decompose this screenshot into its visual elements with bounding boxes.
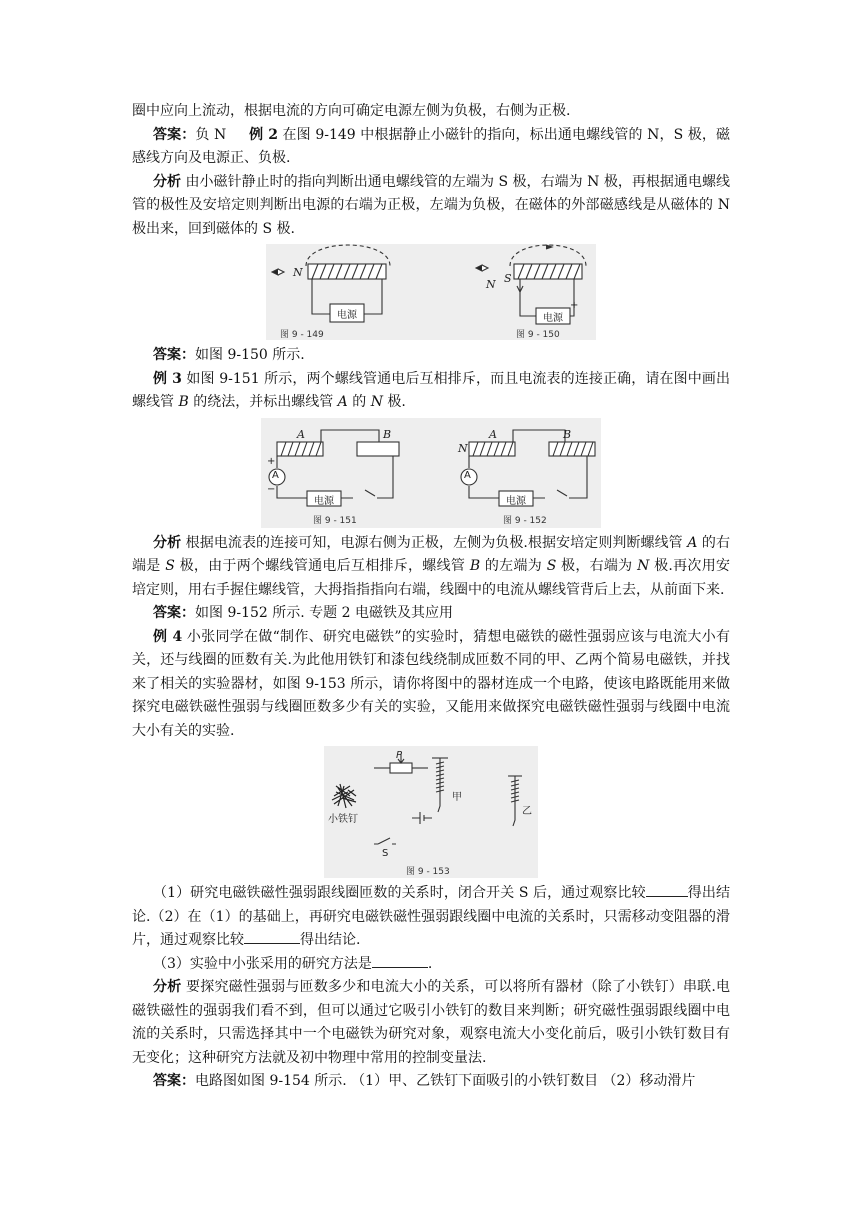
paragraph-answer-150 [132,344,730,368]
text-run: （1）研究电磁铁磁性强弱跟线圈匝数的关系时，闭合开关 S 后，通过观察比较 [153,885,646,901]
caption-9-152: 图 9 - 152 [503,515,547,526]
paragraph-analysis-3 [132,976,730,1070]
text-run: . [427,955,433,972]
text-run: 的左端为 [480,558,547,574]
answer-label: 答案： [153,347,195,363]
answer-label: 答案： [153,1073,195,1089]
answer-text: 负 N [195,126,227,143]
figure-9-151-152-drawing [261,418,601,528]
text-run: 极.再次用安培定则，用右手握住螺线管，大拇指指指向右端，线圈中的电流从螺线管背后上去，从前面下来. [132,558,730,598]
plus-sign: + [570,300,579,311]
coil-b-label: B [383,427,392,441]
text-run: （3）实验中小张采用的研究方法是 [153,955,372,972]
answer-text: 电路图如图 9-154 所示. （1）甲、乙铁钉下面吸引的小铁钉数目 （2）移动滑片 [195,1073,696,1089]
text-run: N [637,558,650,574]
analysis-label: 分析 [153,173,182,190]
paragraph-continuation: 圈中应向上流动，根据电流的方向可确定电源左侧为负极，右侧为正极. [132,103,571,119]
right-power-source: 电源 [543,313,563,324]
text-run: 的右端是 [132,534,731,574]
figure-9-149-150-drawing [266,244,596,340]
paragraph-analysis-2 [132,532,730,603]
example-text: 小张同学在做“制作、研究电磁铁”的实验时，猜想电磁铁的磁性强弱应该与电流大小有关，还与线圈的匝数有关.为此他用铁钉和漆包线绕制成匝数不同的甲、乙两个简易电磁铁，并找来了相关的实验器材，如图 9-153 所示，请你将图中的器材连成一个电路，使该电路既能用来做探究电磁铁磁性强弱与线圈匝数多少有关的实验，又能用来做探究电磁铁磁性强弱与线圈中电流大小有关的实验. [132,628,730,739]
nail-jia-label: 甲 [452,792,462,803]
analysis-label: 分析 [153,534,182,551]
caption-9-153: 图 9 - 153 [406,867,450,877]
example-label: 例 3 [153,370,182,387]
text-run: 根据电流表的连接可知，电源右侧为正极，左侧为负极.根据安培定则判断螺线管 [181,534,688,551]
text-run: 极. [382,394,406,410]
paragraph-answer-154 [132,1070,730,1094]
left-power-source: 电源 [337,310,357,321]
text-run: 得出结论. [300,932,361,948]
paragraph-question-1-2 [132,882,730,953]
answer-blank-2[interactable] [244,929,300,944]
analysis-text: 要探究磁性强弱与匝数多少和电流大小的关系，可以将所有器材（除了小铁钉）串联.电磁铁磁性的强弱我们看不到，但可以通过它吸引小铁钉的数目来判断；研究磁性强弱跟线圈中电流的关系时，只需选择其中一个电磁铁为研究对象，观察电流大小变化前后，吸引小铁钉数目有无变化；这种研究方法就及初中物理中常用的控制变量法. [132,979,731,1066]
figure-9-153 [324,746,538,878]
left-power-source: 电源 [314,495,334,507]
slider-p-label: P [396,750,403,761]
small-nails-label: 小铁钉 [328,814,358,825]
answer-text: 如图 9-150 所示. [195,347,305,363]
ammeter-label: A [272,469,279,481]
text-run: A [687,534,698,551]
minus-sign: − [267,483,276,495]
text-run: 极，由于两个螺线管通电后互相排斥，螺线管 [174,558,470,574]
caption-9-150: 图 9 - 150 [516,330,560,340]
answer-text: 如图 9-152 所示. 专题 2 电磁铁及其应用 [195,605,453,621]
text-run: 如图 9-151 所示，两个螺线管通电后互相排斥，而且电流表的连接正确，请在图中画出螺线管 [132,370,730,410]
figure-9-151-152 [261,418,601,528]
analysis-text: 由小磁针静止时的指向判断出通电螺线管的左端为 S 极，右端为 N 极，再根据通电螺线管的极性及安培定则判断出电源的右端为正极，左端为负极，在磁体的外部磁感线是从磁体的 N 极出来，回到磁体的 S 极. [132,173,730,237]
coil-a-label: A [489,427,497,441]
text-run: 的绕法，并标出螺线管 [188,394,338,410]
right-power-source: 电源 [506,495,526,507]
coil-a-label: A [297,427,305,441]
coil-b-label: B [563,427,572,441]
text-run: A [337,394,348,410]
document-body [132,100,730,1094]
answer-blank-1[interactable] [646,882,688,897]
answer-blank-3[interactable] [372,953,428,968]
text-run: 得出结论.（2）在（1）的基础上，再研究电磁铁磁性强弱跟线圈中电流的关系时，只需移动变阻器的滑片，通过观察比较 [132,885,730,948]
text-run: S [165,558,175,574]
figure-9-149-150 [266,244,596,340]
text-run: N [370,394,383,410]
nail-yi-label: 乙 [522,806,532,817]
text-run: S [546,558,557,574]
caption-9-149: 图 9 - 149 [280,330,324,340]
plus-sign: + [267,455,276,467]
answer-label: 答案： [153,126,196,143]
text-run: B [469,558,481,574]
text-run: 极，右端为 [556,558,638,574]
paragraph-example-4 [132,626,730,744]
n-pole-label: N [458,441,468,455]
paragraph-analysis-1 [132,171,730,242]
paragraph-example-2 [132,124,730,171]
text-run: 的 [347,394,371,410]
right-pole-n-label: N [486,278,496,291]
left-pole-label: N [293,266,303,279]
analysis-label: 分析 [153,979,182,995]
ammeter-label: A [464,469,471,481]
switch-s-label: S [382,848,389,859]
example-text: 在图 9-149 中根据静止小磁针的指向，标出通电螺线管的 N，S 极，磁感线方向及电源正、负极. [132,126,731,166]
paragraph-question-3 [132,953,730,977]
right-pole-s-label: S [504,272,512,285]
paragraph-answer-152 [132,602,730,626]
caption-9-151: 图 9 - 151 [313,515,357,526]
example-label: 例 4 [153,628,183,645]
example-label: 例 2 [249,126,278,143]
text-run: B [178,394,189,410]
paragraph-example-3 [132,368,730,415]
answer-label: 答案： [153,605,195,621]
